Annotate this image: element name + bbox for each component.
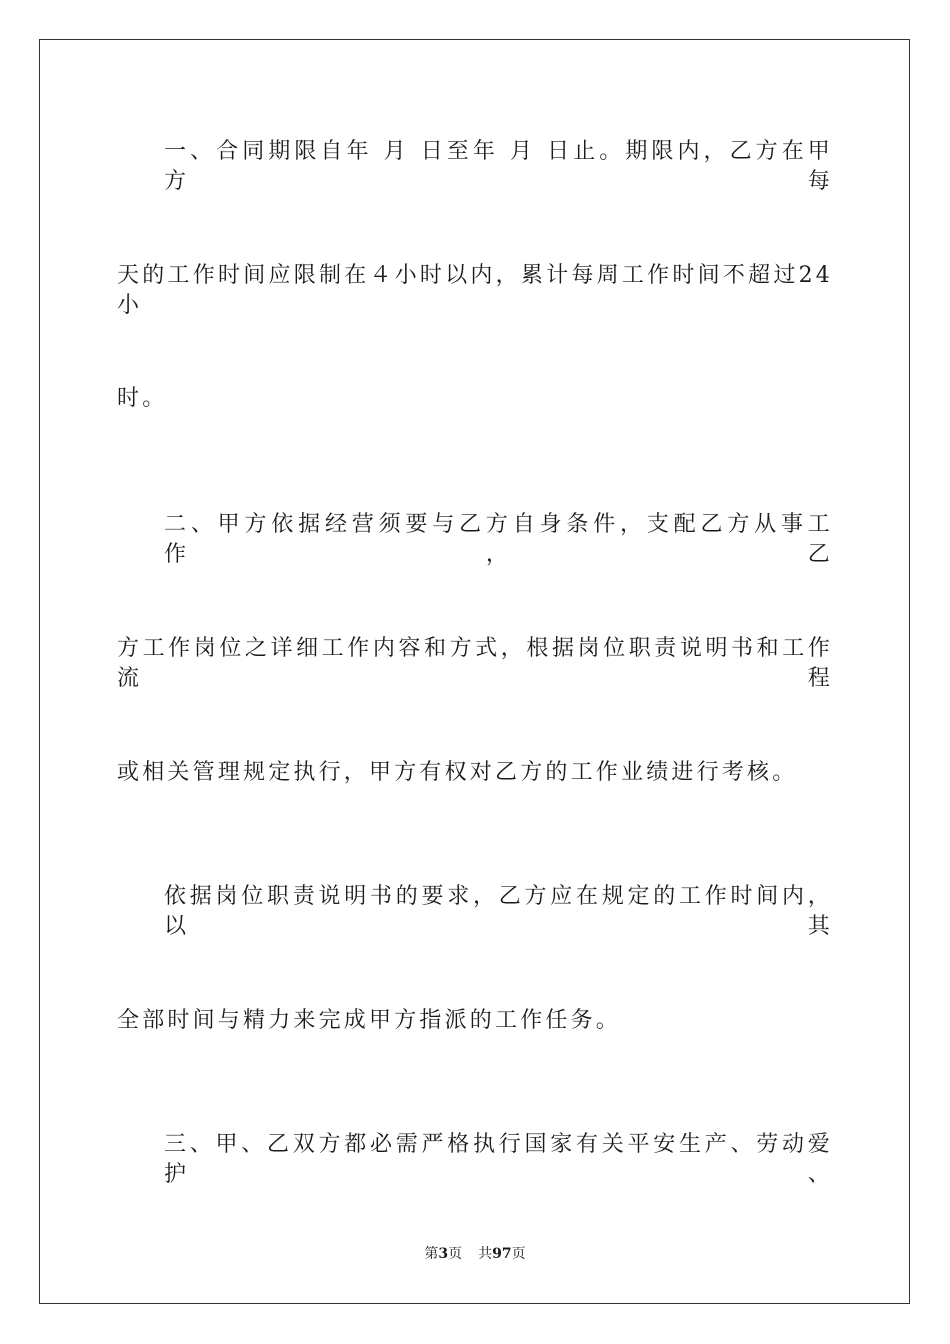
- page-suffix: 页: [448, 1246, 463, 1262]
- paragraph-line-4: 二、甲方依据经营须要与乙方自身条件，支配乙方从事工作，乙: [164, 512, 833, 567]
- total-prefix: 共: [478, 1246, 493, 1262]
- page-number: 3: [438, 1246, 449, 1262]
- page-footer: [0, 1245, 950, 1263]
- page-prefix: 第: [424, 1246, 439, 1262]
- paragraph-line-7: 依据岗位职责说明书的要求，乙方应在规定的工作时间内，以其: [164, 884, 833, 939]
- paragraph-line-2: 天的工作时间应限制在４小时以内，累计每周工作时间不超过24小: [117, 263, 833, 318]
- total-pages: 97: [492, 1246, 512, 1262]
- paragraph-line-8: 全部时间与精力来完成甲方指派的工作任务。: [117, 1008, 622, 1033]
- paragraph-line-6: 或相关管理规定执行，甲方有权对乙方的工作业绩进行考核。: [117, 760, 798, 785]
- total-suffix: 页: [511, 1246, 526, 1262]
- paragraph-line-3: 时。: [117, 386, 168, 411]
- paragraph-line-1: 一、合同期限自年 月 日至年 月 日止。期限内，乙方在甲方每: [164, 139, 833, 194]
- paragraph-line-5: 方工作岗位之详细工作内容和方式，根据岗位职责说明书和工作流程: [117, 636, 833, 691]
- paragraph-line-9: 三、甲、乙双方都必需严格执行国家有关平安生产、劳动爱护、: [164, 1132, 833, 1187]
